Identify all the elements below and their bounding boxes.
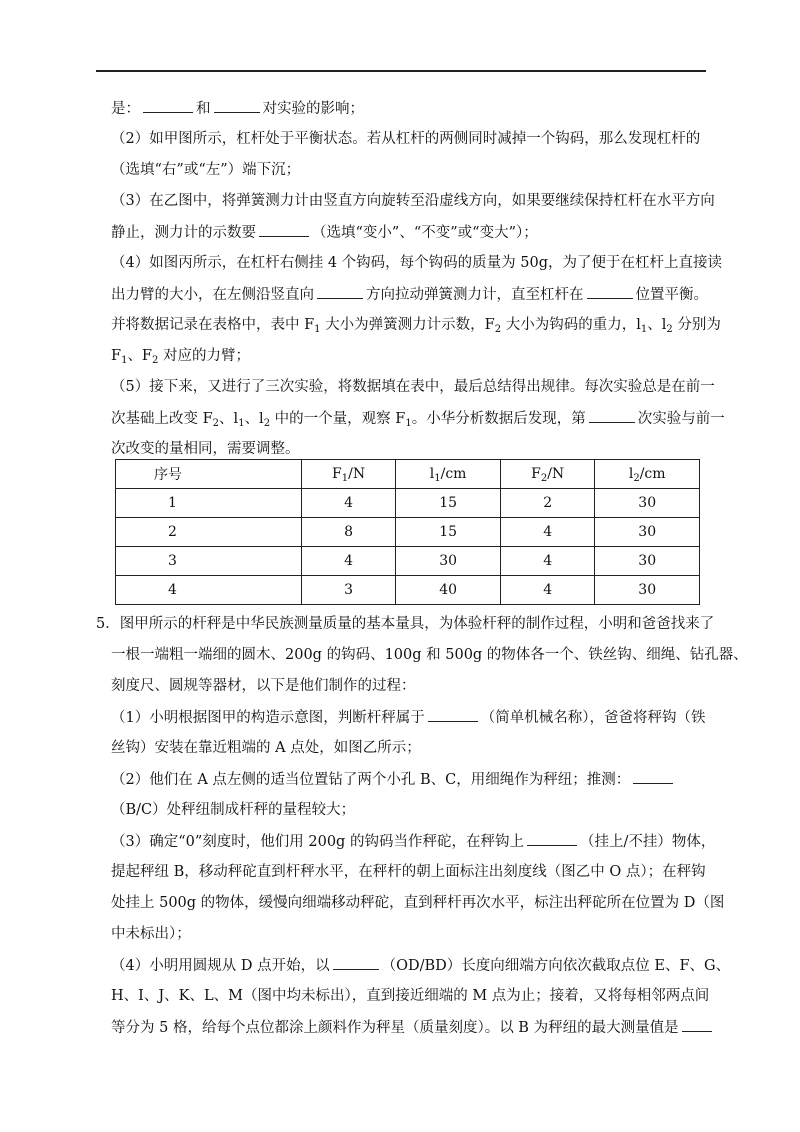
table-cell: 3 bbox=[301, 576, 395, 605]
answer-blank[interactable] bbox=[587, 284, 633, 299]
text-line: （B/C）处秤纽制成杆秤的量程较大； bbox=[111, 802, 356, 818]
table-header-cell: $F_2/N$ bbox=[500, 460, 594, 489]
table-cell: 15 bbox=[396, 489, 501, 518]
table-cell: 30 bbox=[595, 489, 700, 518]
header-rule bbox=[96, 70, 706, 72]
text-line: 并将数据记录在表格中，表中 $F_1$ 大小为弹簧测力计示数，$F_2$ 大小为钩码的重力，$l_1$、$l_2$ 分别为 bbox=[111, 317, 721, 335]
table-cell: 2 bbox=[500, 489, 594, 518]
answer-blank[interactable] bbox=[682, 1017, 712, 1032]
text-line: 静止，测力计的示数要 （选填“变小”、“不变”或“变大”）； bbox=[111, 222, 538, 243]
text-line: 是： 和 对实验的影响； bbox=[111, 98, 364, 119]
text-line: （4）小明用圆规从 D 点开始，以 （OD/BD）长度向细端方向依次截取点位 E、F、G、 bbox=[111, 955, 730, 976]
question-5-title: 5．图甲所示的杆秤是中华民族测量质量的基本量具，为体验杆秤的制作过程，小明和爸爸找来了 bbox=[96, 616, 715, 632]
table-row bbox=[116, 518, 700, 547]
table-cell: 1 bbox=[116, 489, 302, 518]
table-cell: 3 bbox=[116, 547, 302, 576]
table-cell: 4 bbox=[500, 576, 594, 605]
table-cell: 30 bbox=[396, 547, 501, 576]
text-line: 提起秤纽 B，移动秤砣直到杆秤水平，在秤杆的朝上面标注出刻度线（图乙中 O 点）；在秤钩 bbox=[111, 864, 706, 880]
table-cell: 15 bbox=[396, 518, 501, 547]
text-line: 一根一端粗一端细的圆木、200g 的钩码、100g 和 500g 的物体各一个、铁丝钩、细绳、钻孔器、 bbox=[111, 647, 748, 663]
table-cell: 4 bbox=[116, 576, 302, 605]
table-header-cell: $l_1/cm$ bbox=[396, 460, 501, 489]
answer-blank[interactable] bbox=[633, 769, 673, 784]
table-cell: 4 bbox=[500, 518, 594, 547]
text-line: 次基础上改变 $F_2$、$l_1$、$l_2$ 中的一个量，观察 $F_1$。小华分析数据后发现，第 次实验与前一 bbox=[111, 408, 725, 429]
table-row bbox=[116, 489, 700, 518]
table-header-cell: $l_2/cm$ bbox=[595, 460, 700, 489]
text-line: 丝钩）安装在靠近粗端的 A 点处，如图乙所示； bbox=[111, 740, 421, 756]
answer-blank[interactable] bbox=[143, 98, 193, 113]
text-line: H、I、J、K、L、M（图中均未标出），直到接近细端的 M 点为止；接着，又将每相邻两点间 bbox=[111, 988, 710, 1004]
table-cell: 30 bbox=[595, 518, 700, 547]
text-line: （2）他们在 A 点左侧的适当位置钻了两个小孔 B、C，用细绳作为秤纽；推测： bbox=[111, 769, 676, 790]
table-row bbox=[116, 576, 700, 605]
text-line: 出力臂的大小，在左侧沿竖直向 方向拉动弹簧测力计，直至杠杆在 位置平衡。 bbox=[111, 284, 708, 305]
text-line: 刻度尺、圆规等器材，以下是他们制作的过程： bbox=[111, 678, 416, 694]
text-line: （选填“右”或“左”）端下沉； bbox=[111, 162, 301, 178]
answer-blank[interactable] bbox=[428, 707, 478, 722]
table-header-cell: $F_1/N$ bbox=[301, 460, 395, 489]
answer-blank[interactable] bbox=[317, 284, 363, 299]
table-cell: 8 bbox=[301, 518, 395, 547]
answer-blank[interactable] bbox=[589, 408, 635, 423]
text-line: 中未标出）； bbox=[111, 926, 191, 942]
data-table bbox=[115, 459, 700, 605]
table-cell: 4 bbox=[301, 489, 395, 518]
table-cell: 2 bbox=[116, 518, 302, 547]
table-cell: 30 bbox=[595, 576, 700, 605]
text-line: （5）接下来，又进行了三次实验，将数据填在表中，最后总结得出规律。每次实验总是在前一 bbox=[111, 379, 715, 395]
text-line: 等分为 5 格，给每个点位都涂上颜料作为秤星（质量刻度）。以 B 为秤纽的最大测量值是 bbox=[111, 1017, 715, 1038]
text-line: 次改变的量相同，需要调整。 bbox=[111, 441, 300, 457]
table-header-row bbox=[116, 460, 700, 489]
table-cell: 4 bbox=[301, 547, 395, 576]
text-line: （1）小明根据图甲的构造示意图，判断杆秤属于 （简单机械名称），爸爸将秤钩（铁 bbox=[111, 707, 705, 728]
text-line: $F_1$、$F_2$ 对应的力臂； bbox=[111, 348, 250, 366]
table-cell: 4 bbox=[500, 547, 594, 576]
text-line: （4）如图丙所示，在杠杆右侧挂 4 个钩码，每个钩码的质量为 50g，为了便于在杠杆上直接读 bbox=[111, 255, 723, 271]
text-line: （3）在乙图中，将弹簧测力计由竖直方向旋转至沿虚线方向，如果要继续保持杠杆在水平方向 bbox=[111, 193, 715, 209]
table-cell: 30 bbox=[595, 547, 700, 576]
answer-blank[interactable] bbox=[259, 222, 309, 237]
text-line: （3）确定“0”刻度时，他们用 200g 的钩码当作秤砣，在秤钩上 （挂上/不挂）物体， bbox=[111, 831, 715, 852]
answer-blank[interactable] bbox=[527, 831, 577, 846]
answer-blank[interactable] bbox=[333, 955, 379, 970]
table-header-cell: 序号 bbox=[116, 460, 302, 489]
text-line: 处挂上 500g 的物体，缓慢向细端移动秤砣，直到秤杆再次水平，标注出秤砣所在位置为 D（图 bbox=[111, 895, 725, 911]
table-cell: 40 bbox=[396, 576, 501, 605]
text-line: （2）如甲图所示，杠杆处于平衡状态。若从杠杆的两侧同时减掉一个钩码，那么发现杠杆的 bbox=[111, 131, 701, 147]
table-row bbox=[116, 547, 700, 576]
answer-blank[interactable] bbox=[214, 98, 260, 113]
